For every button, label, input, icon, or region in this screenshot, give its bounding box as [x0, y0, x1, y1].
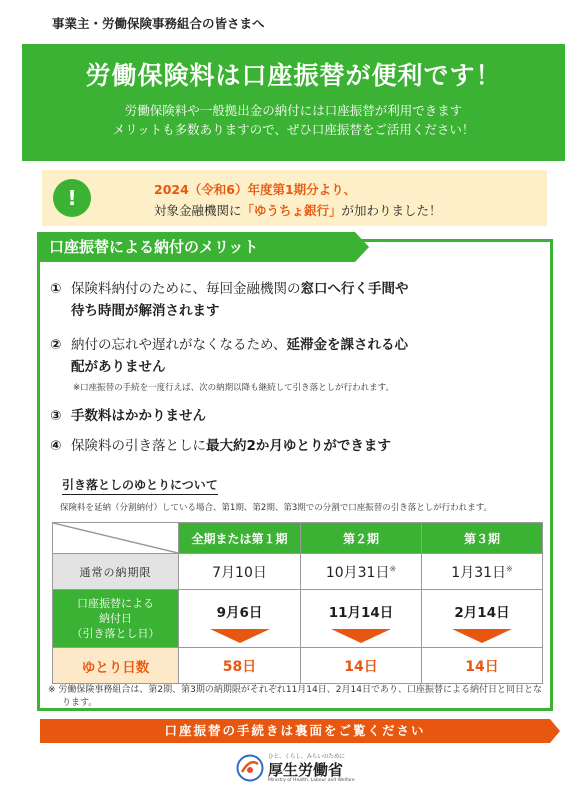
- row-label-debit-2: 納付日: [99, 612, 132, 625]
- schedule-table: [52, 522, 543, 684]
- merit-number: ①: [50, 281, 62, 297]
- ministry-english-name: Ministry of Health, Labour and Welfare: [268, 778, 355, 783]
- hero-sub-line-2: メリットも多数ありますので、ぜひ口座振替をご活用ください！: [112, 122, 475, 137]
- column-header-period-2: 第２期: [301, 523, 422, 554]
- down-arrow-icon: [210, 629, 270, 643]
- merit-item-1: [50, 278, 409, 322]
- row-label-normal: 通常の納期限: [53, 554, 179, 590]
- notice-box: [42, 170, 547, 226]
- corner-diagonal: [53, 523, 178, 553]
- table-row-debit-date: [53, 590, 543, 648]
- merit-emphasis: 窓口へ行く手間や: [300, 281, 409, 297]
- merit-emphasis: 手数料はかかりません: [71, 408, 206, 424]
- merit-item-4: [50, 435, 391, 457]
- asterisk-mark: ※: [506, 563, 513, 573]
- debit-date-value: 9月6日: [216, 604, 263, 621]
- normal-deadline-cell: [179, 554, 301, 590]
- table-row-grace-days: [53, 648, 543, 684]
- ministry-logo: [236, 752, 366, 784]
- debit-date-cell: [422, 590, 543, 648]
- column-header-period-1: 全期または第１期: [179, 523, 301, 554]
- debit-date-cell: [301, 590, 422, 648]
- row-label-debit-3: （引き落とし日）: [71, 627, 160, 640]
- merit-emphasis: 延滞金を課される心: [286, 337, 408, 353]
- hero-banner: [22, 44, 565, 161]
- debit-date-value: 11月14日: [328, 604, 394, 621]
- merit-item-3: [50, 405, 206, 427]
- normal-deadline-value: 1月31日: [451, 564, 507, 581]
- down-arrow-icon: [452, 629, 512, 643]
- normal-deadline-value: 7月10日: [212, 564, 267, 581]
- merit-number: ②: [50, 337, 62, 353]
- merit-item-2: [50, 334, 408, 378]
- merit-emphasis-cont: 待ち時間が解消されます: [71, 303, 220, 319]
- down-arrow-icon: [331, 629, 391, 643]
- row-label-debit: [53, 590, 179, 648]
- hero-subtitle: [22, 101, 565, 139]
- table-header-row: [53, 523, 543, 554]
- ministry-tagline: ひと、くらし、みらいのために: [268, 754, 346, 760]
- ministry-name: 厚生労働省: [268, 761, 344, 779]
- footnote: ※ 労働保険事務組合は、第2期、第3期の納期限がそれぞれ11月14日、2月14日であり、口座振替による納付日と同日となります。: [48, 685, 542, 708]
- notice-line-2-pre: 対象金融機関に: [154, 203, 242, 218]
- ministry-emblem-icon: [236, 754, 264, 782]
- merit-text: 納付の忘れや遅れがなくなるため、: [71, 337, 287, 353]
- hero-title: 労働保険料は口座振替が便利です！: [85, 61, 502, 90]
- notice-line-2-post: が加わりました！: [341, 203, 442, 218]
- merit-number: ③: [50, 408, 62, 424]
- row-label-debit-1: 口座振替による: [77, 597, 154, 610]
- grace-days-value: 58日: [179, 648, 301, 684]
- normal-deadline-value: 10月31日: [325, 564, 390, 581]
- asterisk-mark: ※: [389, 563, 397, 573]
- hero-sub-line-1: 労働保険料や一般拠出金の納付には口座振替が利用できます: [124, 103, 463, 118]
- normal-deadline-cell: [422, 554, 543, 590]
- table-row-normal-deadline: [53, 554, 543, 590]
- merits-header: 口座振替による納付のメリット: [37, 232, 355, 262]
- notice-line-1: 2024（令和6）年度第1期分より、: [154, 182, 357, 197]
- back-page-banner: 口座振替の手続きは裏面をご覧ください: [40, 719, 550, 743]
- merit-emphasis: 最大約2か月ゆとりができます: [206, 438, 391, 454]
- row-label-grace: ゆとり日数: [53, 648, 179, 684]
- table-corner: [53, 523, 179, 554]
- column-header-period-3: 第３期: [422, 523, 543, 554]
- notice-line-2: [154, 201, 442, 219]
- audience-heading: 事業主・労働保険事務組合の皆さまへ: [52, 16, 265, 31]
- merit-text: 保険料納付のために、毎回金融機関の: [71, 281, 301, 297]
- schedule-caption: 保険料を延納（分割納付）している場合、第1期、第2期、第3期での分割で口座振替の引き落としが行われます。: [60, 503, 493, 513]
- notice-bank-name: 「ゆうちょ銀行」: [241, 203, 342, 218]
- merit-text: 保険料の引き落としに: [71, 438, 206, 454]
- grace-days-value: 14日: [301, 648, 422, 684]
- merit-emphasis-cont: 配がありません: [71, 359, 166, 375]
- debit-date-value: 2月14日: [454, 604, 510, 621]
- merit-note: ※口座振替の手続を一度行えば、次の納期以降も継続して引き落としが行われます。: [73, 383, 394, 393]
- debit-date-cell: [179, 590, 301, 648]
- normal-deadline-cell: [301, 554, 422, 590]
- merit-number: ④: [50, 438, 62, 454]
- grace-days-value: 14日: [422, 648, 543, 684]
- exclamation-icon: !: [53, 179, 91, 217]
- schedule-title: 引き落としのゆとりについて: [62, 476, 218, 495]
